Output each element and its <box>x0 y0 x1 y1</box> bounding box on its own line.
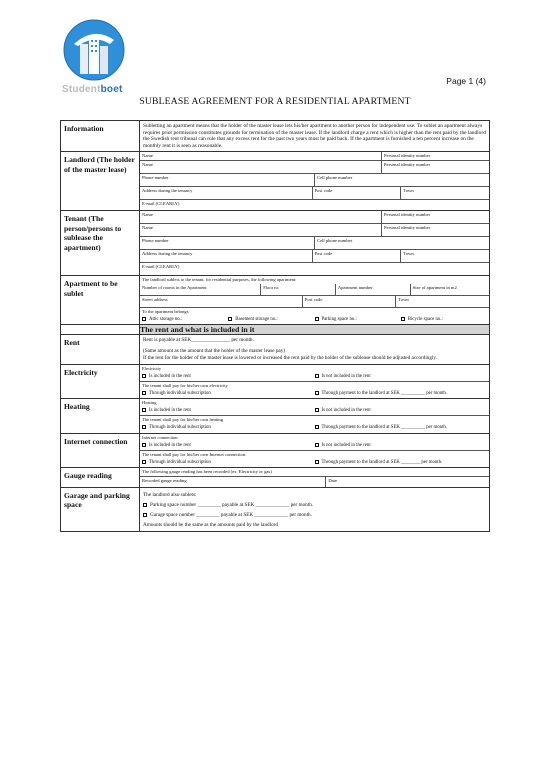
internet-payment-checkbox[interactable] <box>315 460 319 464</box>
rent-section-header: The rent and what is included in it <box>140 325 490 335</box>
heating-not-included-label: Is not included in the rent <box>321 408 371 414</box>
bicycle-checkbox[interactable] <box>401 317 405 321</box>
garage-space-line[interactable]: Garage space number _________ payable at SEK _____________ per month. <box>150 511 312 518</box>
parking-space-checkbox[interactable] <box>143 503 147 507</box>
electricity-own-sub-label: Through individual subscription <box>149 391 211 397</box>
landlord-name-field-1[interactable]: Name <box>140 152 382 160</box>
electricity-not-included-checkbox[interactable] <box>315 374 319 378</box>
tenant-pin-field-1[interactable]: Personal identity number <box>383 212 431 218</box>
landlord-town-field[interactable]: Town <box>403 188 414 194</box>
heating-included-checkbox[interactable] <box>142 408 146 412</box>
logo-part2: boet <box>100 84 123 95</box>
apartment-postcode-field[interactable]: Post code <box>303 296 397 307</box>
apartment-town-field[interactable]: Town <box>398 296 409 302</box>
heating-label: Heating <box>61 399 140 433</box>
tenant-name-field-2[interactable]: Name <box>140 224 382 236</box>
rent-row <box>61 335 490 365</box>
internet-own-sub-label: Through individual subscription <box>149 459 211 465</box>
gauge-description: The following gauge reading has been recorded (ex. Electricity or gas) <box>140 468 489 477</box>
gauge-label: Gauge reading <box>61 467 140 487</box>
bicycle-label: Bicycle space no.: <box>407 317 443 323</box>
information-text: Subletting an apartment means that the holder of the master lease lets his/her apartment to another person for independent use. To sublet an apartment always requires prior permission constitutes grounds for termination of the master lease. If the landlord charge a rent which is higher than the rent paid by the landlord the Swedish rent tribunal can rule that any excess rent for the past two years must be paid back. If the apartment is furnished a ten percent increase on the monthly rent it is seen as reasonable. <box>143 123 486 149</box>
internet-row <box>61 433 490 467</box>
rent-adjust-note: If the rent for the holder of the master lease is lowered or increased the rent paid by the holder of the sublease should be adjusted accordingly. <box>143 355 437 362</box>
internet-included-checkbox[interactable] <box>142 443 146 447</box>
heating-title: Heating <box>142 400 157 406</box>
internet-included-label: Is included in the rent <box>149 442 191 448</box>
apartment-row <box>61 276 490 325</box>
electricity-included-label: Is included in the rent <box>149 374 191 380</box>
information-row <box>61 121 490 152</box>
tenant-address-field[interactable]: Address during the tenancy <box>140 250 313 262</box>
electricity-row <box>61 365 490 399</box>
gauge-recorded-field[interactable]: Recorded gauge reading <box>140 477 326 487</box>
document-title: SUBLEASE AGREEMENT FOR A RESIDENTIAL APARTMENT <box>139 96 411 107</box>
landlord-name-field-2[interactable]: Name <box>140 161 382 173</box>
landlord-cell-field[interactable]: Cell phone number <box>317 175 353 181</box>
internet-payment-label: Through payment to the landlord at SEK ________ per month. <box>321 459 443 465</box>
floor-field[interactable]: Floor nr. <box>261 284 336 295</box>
parking-label: Parking space no.: <box>321 317 357 323</box>
heating-payment-checkbox[interactable] <box>315 425 319 429</box>
street-field[interactable]: Street address <box>140 296 303 307</box>
tenant-pin-field-2[interactable]: Personal identity number <box>383 225 431 231</box>
gauge-row <box>61 467 490 487</box>
heating-own-sub-label: Through individual subscription <box>149 425 211 431</box>
tenant-row <box>61 211 490 276</box>
belongs-text: To the apartment belongs <box>142 308 189 314</box>
apartment-label: Apartment to be sublet <box>61 276 140 325</box>
landlord-phone-field[interactable]: Phone number <box>140 174 315 186</box>
apartment-number-field[interactable]: Apartment number <box>336 284 411 295</box>
heating-not-included-checkbox[interactable] <box>315 408 319 412</box>
heating-payment-label: Through payment to the landlord at SEK __________ per month. <box>321 425 447 431</box>
apartment-intro: The landlord sublets to the tenant, for residential purposes, the following apartment: <box>142 277 297 283</box>
internet-own-sub-checkbox[interactable] <box>142 460 146 464</box>
rooms-field[interactable]: Number of rooms in the Apartment <box>140 284 261 295</box>
rent-amount-line[interactable]: Rent is payable at SEK_______________ per month. <box>143 337 254 344</box>
electricity-payment-label: Through payment to the landlord at SEK __________ per month. <box>321 391 447 397</box>
garage-intro: The landlord also sublets: <box>143 491 197 498</box>
size-field[interactable]: Size of apartment in m2 <box>412 284 457 290</box>
basement-label: Basement storage no.: <box>235 317 278 323</box>
heating-row <box>61 399 490 433</box>
landlord-row <box>61 152 490 211</box>
garage-label: Garage and parking space <box>61 487 140 531</box>
logo-part1: Student <box>62 84 101 95</box>
parking-checkbox[interactable] <box>315 317 319 321</box>
electricity-pay-text: The tenant shall pay for his/her own electricity <box>142 383 228 389</box>
electricity-title: Electricity <box>142 366 162 372</box>
landlord-postcode-field[interactable]: Post code <box>313 187 402 199</box>
gauge-date-field[interactable]: Date <box>328 477 337 483</box>
electricity-included-checkbox[interactable] <box>142 374 146 378</box>
heating-own-sub-checkbox[interactable] <box>142 425 146 429</box>
logo-wordmark <box>62 84 123 95</box>
landlord-label: Landlord (The holder of the master lease) <box>61 152 140 211</box>
internet-not-included-checkbox[interactable] <box>315 443 319 447</box>
parking-space-line[interactable]: Parking space number _________ payable at SEK _____________ per month. <box>150 501 314 508</box>
electricity-label: Electricity <box>61 365 140 399</box>
electricity-payment-checkbox[interactable] <box>315 391 319 395</box>
garage-row <box>61 487 490 531</box>
rent-label: Rent <box>61 335 140 365</box>
page-number: Page 1 (4) <box>446 76 486 86</box>
internet-title: Internet connection <box>142 434 178 440</box>
tenant-phone-field[interactable]: Phone number <box>140 237 315 249</box>
tenant-label: Tenant (The person/persons to sublease the apartment) <box>61 211 140 276</box>
landlord-address-field[interactable]: Address during the tenancy <box>140 187 313 199</box>
attic-checkbox[interactable] <box>142 317 146 321</box>
rent-section-header-row <box>61 325 490 335</box>
internet-pay-text: The tenant shall pay for his/her own Internet connection. <box>142 451 247 457</box>
tenant-email-field[interactable]: E-mail (CLEARLY) <box>142 264 180 270</box>
heating-pay-text: The tenant shall pay for his/her own heating <box>142 417 224 423</box>
garage-amounts-note: Amounts should be the same as the amounts paid by the landlord <box>143 521 278 528</box>
sublease-form <box>60 120 490 532</box>
internet-label: Internet connection <box>61 433 140 467</box>
landlord-pin-field-2[interactable]: Personal identity number <box>383 162 431 168</box>
attic-label: Attic storage no.: <box>149 317 183 323</box>
electricity-not-included-label: Is not included in the rent <box>321 374 371 380</box>
rent-same-amount-note: (Same amount as the amount that the holder of the master lease pay) <box>143 348 286 355</box>
landlord-email-field[interactable]: E-mail (CLEARLY) <box>142 201 180 207</box>
information-label: Information <box>61 121 140 152</box>
heating-included-label: Is included in the rent <box>149 408 191 414</box>
tenant-postcode-field[interactable]: Post code <box>313 250 402 262</box>
basement-checkbox[interactable] <box>228 317 232 321</box>
garage-space-checkbox[interactable] <box>143 513 147 517</box>
tenant-town-field[interactable]: Town <box>403 251 414 257</box>
electricity-own-sub-checkbox[interactable] <box>142 391 146 395</box>
tenant-cell-field[interactable]: Cell phone number <box>317 238 353 244</box>
internet-not-included-label: Is not included in the rent <box>321 442 371 448</box>
landlord-pin-field-1[interactable]: Personal identity number <box>383 153 431 159</box>
tenant-name-field-1[interactable]: Name <box>140 211 382 223</box>
